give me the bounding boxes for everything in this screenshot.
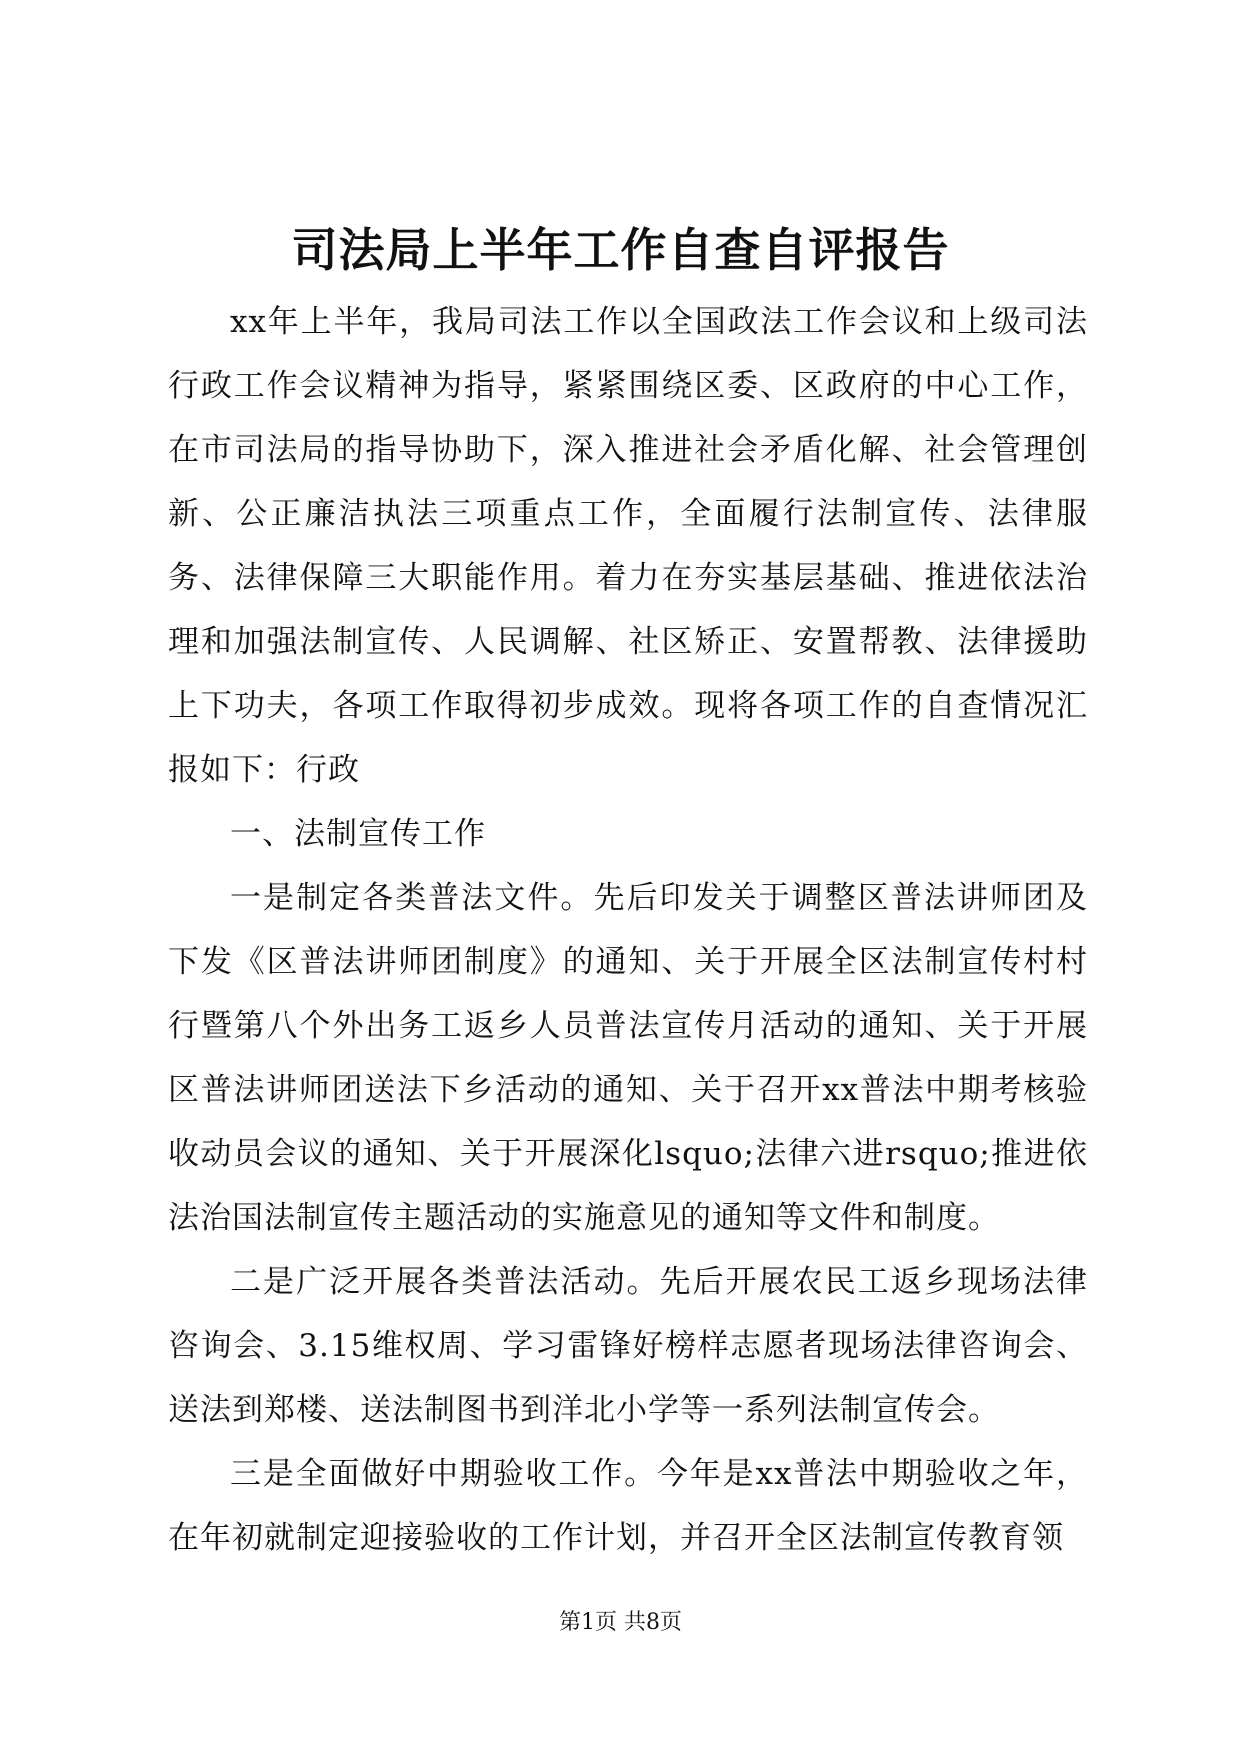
section-heading-legal-publicity: 一、法制宣传工作 [230, 816, 486, 852]
paragraph-item-three: 三是全面做好中期验收工作。今年是xx普法中期验收之年，在年初就制定迎接验收的工作计划，并召开全区法制宣传教育领 [168, 1456, 1088, 1556]
document-body [168, 290, 1088, 1570]
page-number-footer: 第1页 共8页 [559, 1610, 682, 1635]
document-title: 司法局上半年工作自查自评报告 [291, 223, 950, 277]
paragraph-intro: xx年上半年，我局司法工作以全国政法工作会议和上级司法行政工作会议精神为指导，紧紧围绕区委、区政府的中心工作，在市司法局的指导协助下，深入推进社会矛盾化解、社会管理创新、公正廉洁执法三项重点工作，全面履行法制宣传、法律服务、法律保障三大职能作用。着力在夯实基层基础、推进依法治理和加强法制宣传、人民调解、社区矫正、安置帮教、法律援助上下功夫，各项工作取得初步成效。现将各项工作的自查情况汇报如下：行政 [168, 304, 1088, 788]
paragraph-item-one: 一是制定各类普法文件。先后印发关于调整区普法讲师团及下发《区普法讲师团制度》的通知、关于开展全区法制宣传村村行暨第八个外出务工返乡人员普法宣传月活动的通知、关于开展区普法讲师团送法下乡活动的通知、关于召开xx普法中期考核验收动员会议的通知、关于开展深化lsquo;法律六进rsquo;推进依法治国法制宣传主题活动的实施意见的通知等文件和制度。 [168, 880, 1088, 1236]
paragraph-item-two: 二是广泛开展各类普法活动。先后开展农民工返乡现场法律咨询会、3.15维权周、学习雷锋好榜样志愿者现场法律咨询会、送法到郑楼、送法制图书到洋北小学等一系列法制宣传会。 [168, 1264, 1088, 1428]
